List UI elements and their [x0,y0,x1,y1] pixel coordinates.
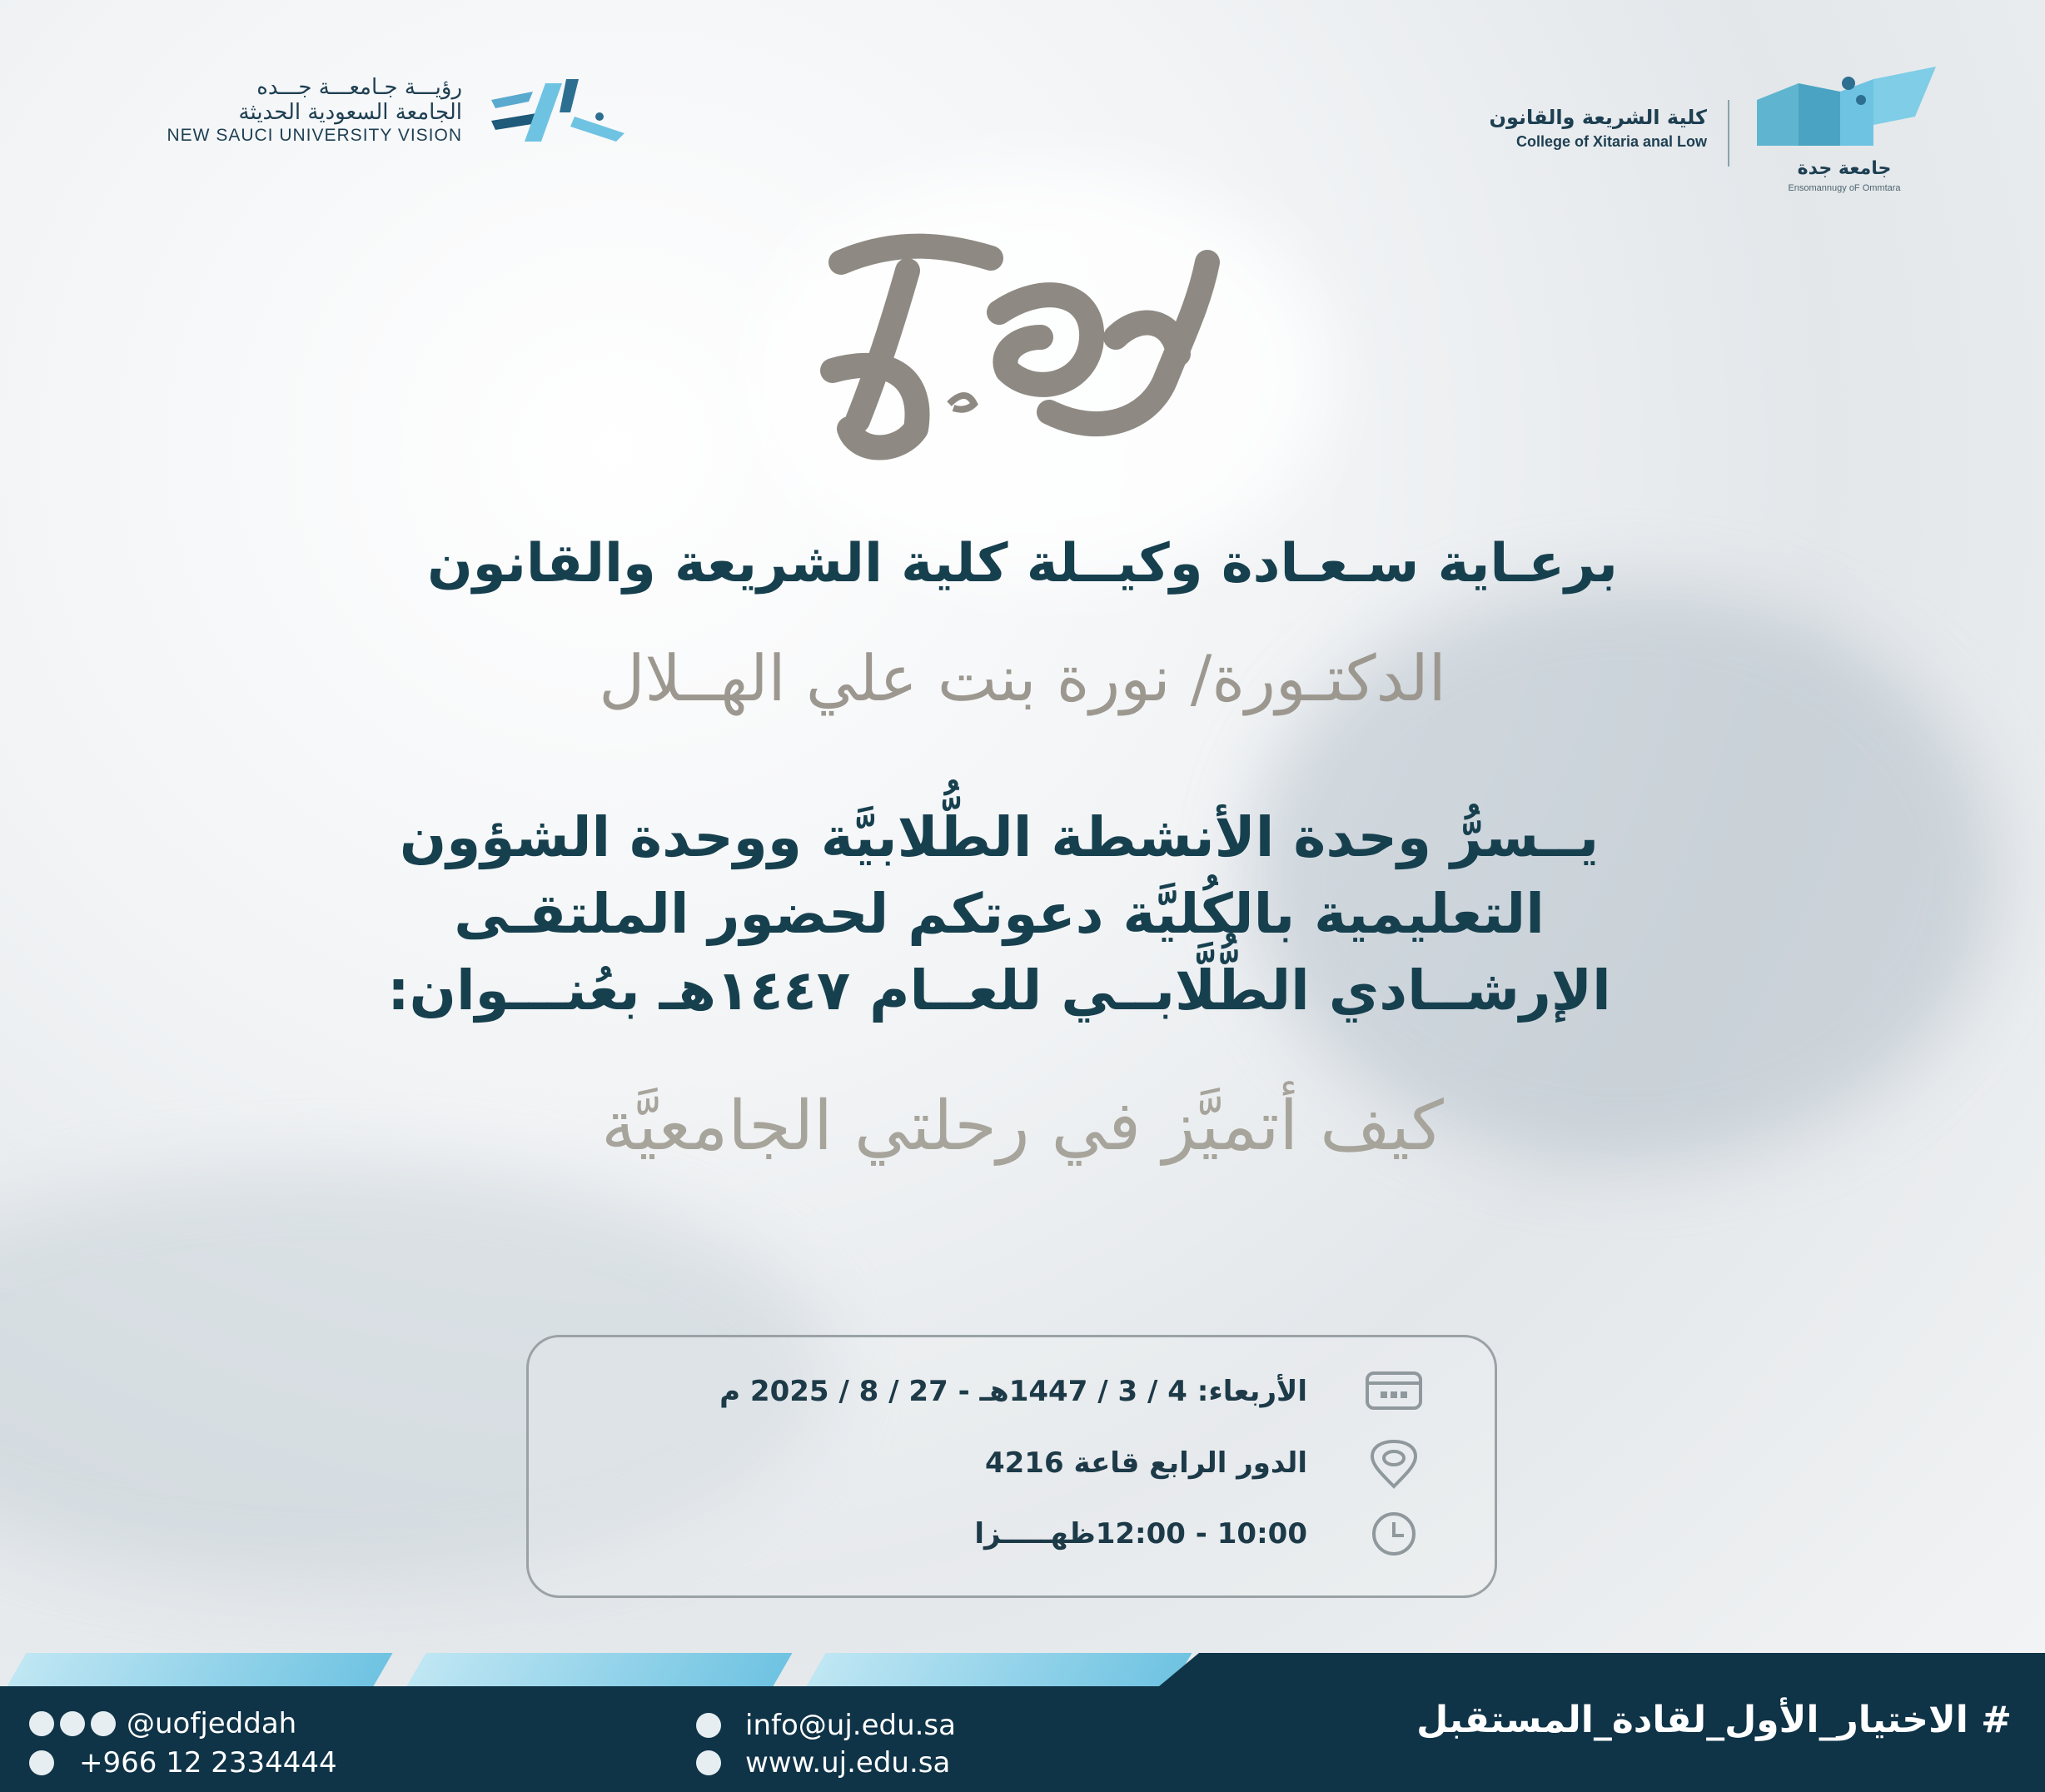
vision-logo-line1: رؤيـــة جـامعـــة جـــده [256,75,462,100]
website-link[interactable]: www.uj.edu.sa [745,1746,951,1780]
vision-logo-line2: الجامعة السعودية الحديثة [238,100,462,125]
email-link[interactable]: info@uj.edu.sa [745,1709,956,1742]
college-name-english: College of Xitaria anal Low [1515,133,1707,150]
body-line: الإرشــادي الطُّلَّابــي للعــام ١٤٤٧هـ بعُنـــوان: [387,958,1611,1023]
social-handle[interactable]: @uofjeddah [127,1707,297,1740]
sponsor-line: برعـاية سـعـادة وكيــلة كلية الشريعة والقانون [427,533,1618,595]
location-text: الدور الرابع قاعة 4216 [984,1446,1307,1480]
invitation-calligraphy [799,212,1249,462]
college-name-arabic: كلية الشريعة والقانون [1489,106,1707,129]
vision-logo-line3: NEW SAUCI UNIVERSITY VISION [167,126,462,145]
university-name: جامعة جدة [1797,158,1892,179]
date-row [529,1368,1495,1426]
vision-logo [96,75,637,167]
body-line: يــسرُّ وحدة الأنشطة الطُّلابيَّة ووحدة الشؤون [399,805,1600,869]
footer-stripe [7,1653,392,1686]
phone-icon [29,1750,54,1775]
footer-hashtag: # الاختيار_الأول_لقادة_المستقبل [1416,1699,2012,1741]
university-subtitle: Ensomannugy oF Ommtara [1788,183,1901,193]
email-icon [696,1713,721,1738]
time-row [529,1511,1495,1569]
social-icon[interactable] [29,1711,54,1736]
globe-icon [696,1750,721,1775]
invitation-body [167,799,1832,1029]
twitter-icon[interactable] [60,1711,85,1736]
college-logo [1391,67,1957,192]
footer-stripe [406,1653,792,1686]
location-row [529,1440,1495,1498]
event-title: كيف أتميَّز في رحلتي الجامعيَّة [601,1087,1444,1166]
location-pin-icon [1364,1440,1424,1490]
logo-divider [1728,100,1729,167]
dean-name: الدكتـورة/ نورة بنت علي الهــلال [599,641,1446,715]
instagram-icon[interactable] [91,1711,116,1736]
date-text: الأربعاء: 4 / 3 / 1447هـ - 27 / 8 / 2025 م [719,1375,1307,1408]
vision-logo-text [96,75,462,147]
phone-number[interactable]: +966 12 2334444 [79,1746,337,1780]
footer-stripe [806,1653,1192,1686]
clock-icon [1364,1511,1424,1561]
vision-emblem-icon [483,75,633,158]
body-line: التعليمية بالكُليَّة دعوتكم لحضور الملتقـى [454,882,1545,946]
calendar-icon [1364,1368,1424,1411]
footer-stripes [0,1653,1199,1686]
university-emblem-icon [1749,67,1940,158]
event-details-box [526,1335,1497,1598]
time-text: 10:00 - 12:00ظهـــــزا [974,1517,1307,1551]
college-logo-text [1374,104,1707,152]
